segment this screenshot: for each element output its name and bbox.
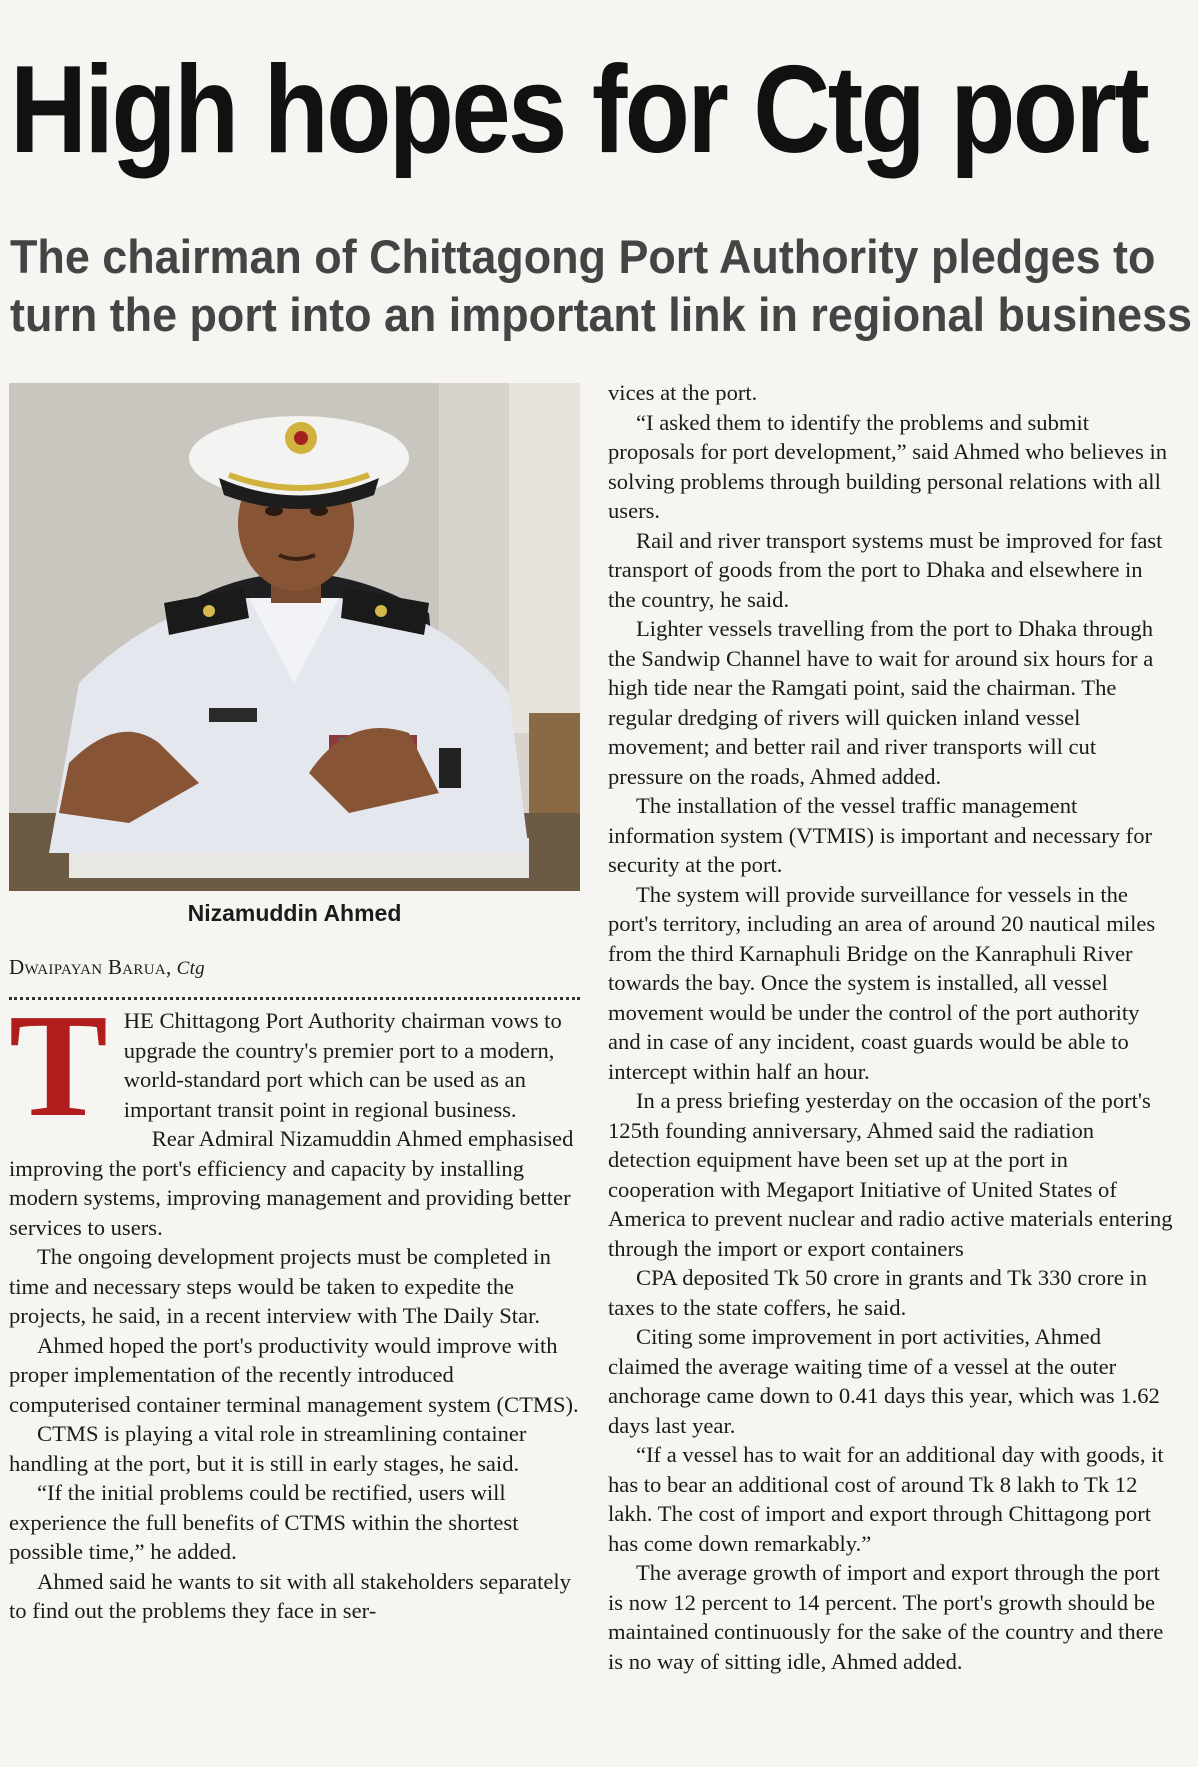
article-paragraph: “If a vessel has to wait for an additional day with goods, it has to bear an additional cost of around Tk 8 lakh to Tk 12 lakh. The cost of import and export through Chittagong port has come down remarkably.” [608,1442,1164,1556]
article-paragraph: vices at the port. [608,380,758,405]
article-paragraph: CTMS is playing a vital role in streamlining container handling at the port, but it is still in early stages, he said. [9,1421,527,1476]
article-paragraph: In a press briefing yesterday on the occasion of the port's 125th founding anniversary, Ahmed said the radiation detection equipment have been set up at the port in cooperation with Megaport Initiative of United States of America to prevent nuclear and radio active materials entering through the import or export containers [608,1088,1173,1261]
article-paragraph: “If the initial problems could be rectified, users will experience the full benefits of CTMS within the shortest possible time,” he added. [9,1480,519,1564]
article-paragraph: The average growth of import and export through the port is now 12 percent to 14 percent. The port's growth should be maintained continuously for the sake of the country and there is no way of sitting idle, Ahmed added. [608,1560,1164,1674]
article-paragraph: Ahmed said he wants to sit with all stakeholders separately to find out the problems they face in ser- [9,1568,571,1623]
headline: High hopes for Ctg port [10,41,1148,179]
article-column-1 [9,984,580,1626]
article-paragraph: Lighter vessels travelling from the port to Dhaka through the Sandwip Channel have to wait for around six hours for a high tide near the Ramgati point, said the chairman. The regular dredging of rivers will quicken inland vessel movement; and better rail and river transports will cut pressure on the roads, Ahmed added. [608,616,1154,789]
byline [9,953,580,983]
photo-caption: Nizamuddin Ahmed [187,900,402,926]
article-column-2 [608,378,1174,1676]
subheadline [10,228,1193,344]
article-paragraph: THE Chittagong Port Authority chairman vows to upgrade the country's premier port to a modern, world-standard port which can be used as an important transit point in regional business. [9,984,562,1148]
article-paragraph: The system will provide surveillance for vessels in the port's territory, including an area of around 20 nautical miles from the third Karnaphuli Bridge on the Kanraphuli River towards the bay. Once the system is installed, all vessel movement would be under the control of the port authority and in case of any incident, coast guards would be able to intercept within half an hour. [608,881,1156,1084]
article-paragraph: Ahmed hoped the port's productivity would improve with proper implementation of the recently introduced computerised container terminal management system (CTMS). [9,1332,579,1417]
article-paragraph: The ongoing development projects must be completed in time and necessary steps would be taken to expedite the projects, he said, in a recent interview with The Daily Star. [9,1244,551,1328]
article-photo [9,383,580,891]
article-paragraph: “I asked them to identify the problems and submit proposals for port development,” said Ahmed who believes in solving problems through building personal relations with all users. [608,409,1168,523]
article-paragraph: Citing some improvement in port activities, Ahmed claimed the average waiting time of a vessel at the outer anchorage came down to 0.41 days this year, which was 1.62 days last year. [608,1324,1160,1438]
byline-location: Ctg [176,958,205,979]
article-paragraph: Rail and river transport systems must be improved for fast transport of goods from the port to Dhaka and elsewhere in the country, he said. [608,527,1163,612]
article-paragraph: The installation of the vessel traffic management information system (VTMIS) is important and necessary for security at the port. [608,793,1153,877]
article-paragraph: Rear Admiral Nizamuddin Ahmed emphasised improving the port's efficiency and capacity by installing modern systems, improving management and providing better services to users. [9,1126,574,1240]
article-paragraph: CPA deposited Tk 50 crore in grants and Tk 330 crore in taxes to the state coffers, he said. [608,1265,1148,1320]
subhead-line-2: turn the port into an important link in regional business [10,288,1193,341]
drop-cap: T [9,984,108,1148]
subhead-line-1: The chairman of Chittagong Port Authority pledges to [10,230,1156,283]
byline-author: Dwaipayan Barua, [9,955,172,979]
